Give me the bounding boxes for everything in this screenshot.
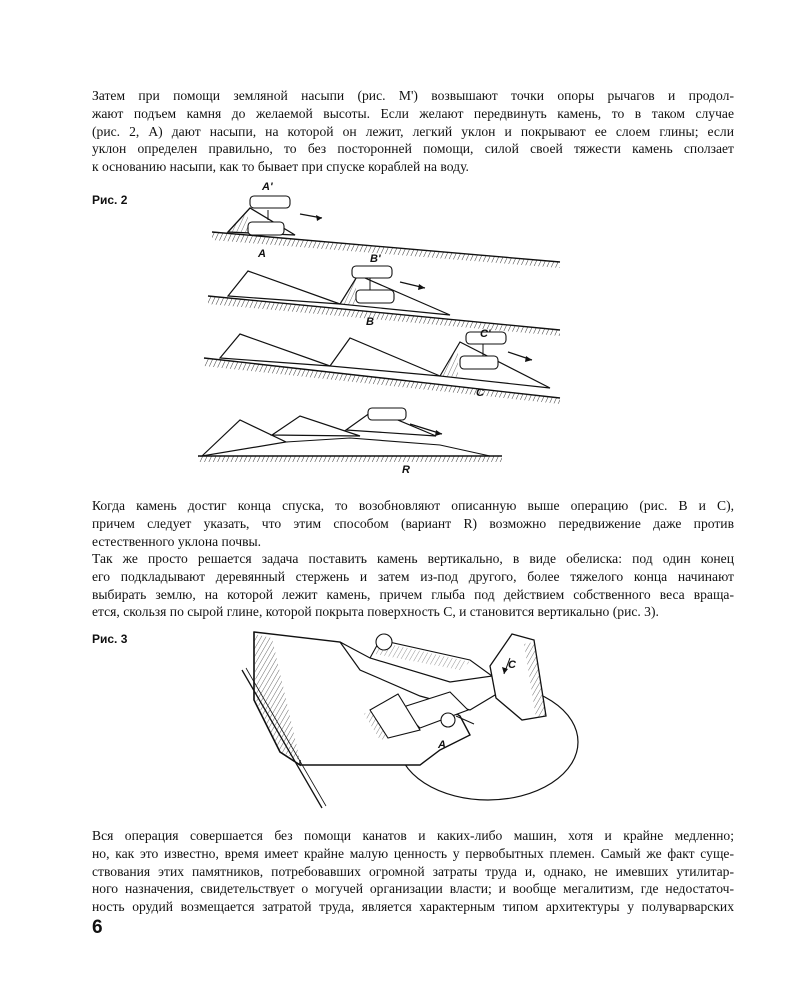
label-b-prime: B' bbox=[370, 253, 381, 265]
text-line: Вся операция совершается без помощи канатов и каких-либо машин, хотя и крайне медленно; bbox=[92, 828, 734, 843]
slope-stage-b bbox=[208, 266, 560, 336]
figure-3-illustration bbox=[220, 620, 590, 820]
slope-stage-r bbox=[198, 408, 502, 462]
text-line: естественного уклона почвы. bbox=[92, 533, 262, 549]
text-line: Так же просто решается задача поставить камень вертикально, в виде обелиска: под один конец bbox=[92, 551, 734, 566]
label-c: C bbox=[476, 387, 484, 399]
text-line: ного назначения, свидетельствует о могучей организации власти; и вообще мегалитизм, где недостаточ- bbox=[92, 881, 734, 897]
paragraph-continuation bbox=[92, 497, 734, 550]
label-c-prime: C' bbox=[480, 328, 491, 340]
slope-stage-c bbox=[204, 332, 560, 404]
text-line: его подкладывают деревянный стержень и затем из-под другого, более тяжелого конца начинают bbox=[92, 568, 734, 584]
label-a: A bbox=[258, 248, 266, 260]
figure-2-illustration bbox=[190, 180, 570, 480]
text-line: Затем при помощи земляной насыпи (рис. M') возвышают точки опоры рычагов и продол- bbox=[92, 88, 734, 103]
paragraph-obelisk bbox=[92, 550, 734, 621]
text-line: выбирать землю, на которой лежит камень, причем глыба под действием собственного веса враща- bbox=[92, 586, 734, 602]
text-line: ется, скользя по сырой глине, которой покрыта поверхность C, и становится вертикально (рис. 3). bbox=[92, 604, 659, 620]
figure-2-caption: Рис. 2 bbox=[92, 193, 128, 207]
text-line: причем следует указать, что этим способом (вариант R) возможно передвижение даже против bbox=[92, 515, 734, 531]
figure-3-caption: Рис. 3 bbox=[92, 632, 128, 646]
text-line: ность орудий возмещается затратой труда, является характерным типом архитектуры у полуварварских bbox=[92, 899, 734, 915]
text-line: (рис. 2, A) дают насыпи, на которой он лежит, легкий уклон и покрывают ее слоем глины; если bbox=[92, 123, 734, 139]
text-line: ствования этих памятников, потребовавших огромной затраты труда и, однако, не имевших утилитар- bbox=[92, 863, 734, 879]
label-b: B bbox=[366, 316, 374, 328]
page-number: 6 bbox=[92, 917, 103, 938]
label-r: R bbox=[402, 464, 410, 476]
label-c: C bbox=[508, 659, 516, 671]
paragraph-intro bbox=[92, 87, 734, 176]
text-line: но, как это известно, время имеет крайне малую ценность у первобытных племен. Самый же факт суще- bbox=[92, 845, 734, 861]
text-line: к основанию насыпи, как то бывает при спуске кораблей на воду. bbox=[92, 159, 469, 175]
paragraph-conclusion bbox=[92, 827, 734, 916]
label-a-prime: A' bbox=[262, 181, 273, 193]
text-line: уклон определен правильно, то без посторонней помощи, силой своей тяжести камень сползает bbox=[92, 141, 734, 157]
text-line: Когда камень достиг конца спуска, то возобновляют описанную выше операцию (рис. B и C), bbox=[92, 498, 734, 513]
label-a: A bbox=[438, 739, 446, 751]
text-line: жают подъем камня до желаемой высоты. Если желают передвинуть камень, то в таком случае bbox=[92, 105, 734, 121]
